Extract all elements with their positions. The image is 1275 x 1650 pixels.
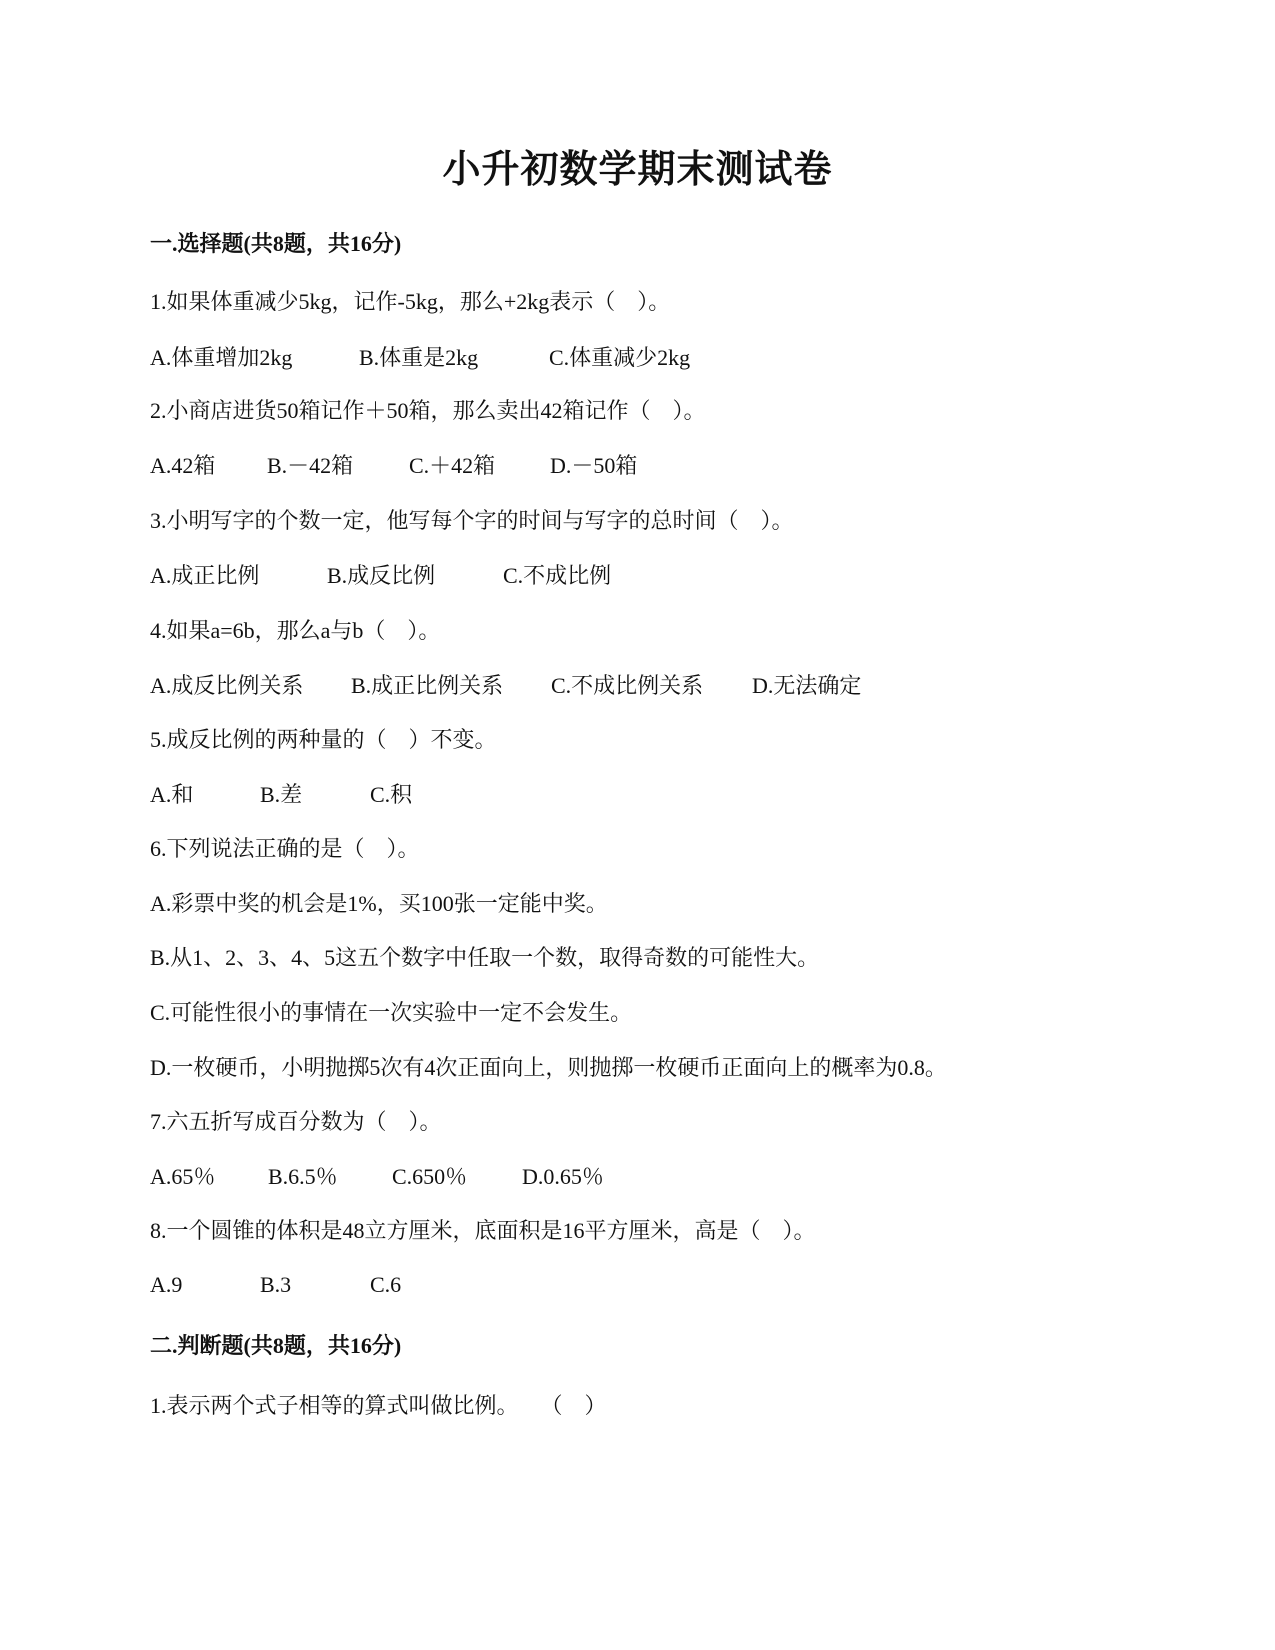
option-a: A.42箱 [150,453,216,478]
option-a: A.成反比例关系 [150,673,304,698]
question-6-option-c: C.可能性很小的事情在一次实验中一定不会发生。 [150,1000,633,1025]
question-6-option-d: D.一枚硬币，小明抛掷5次有4次正面向上，则抛掷一枚硬币正面向上的概率为0.8。 [150,1055,947,1080]
option-b: B.成正比例关系 [351,673,504,698]
question-4-stem: 4.如果a=6b，那么a与b（ ）。 [150,618,441,643]
option-c: C.＋42箱 [409,453,496,478]
option-b: B.－42箱 [267,453,354,478]
question-1-stem: 1.如果体重减少5kg，记作-5kg，那么+2kg表示（ ）。 [150,289,671,314]
question-6-option-a: A.彩票中奖的机会是1%，买100张一定能中奖。 [150,891,608,916]
option-d: D.0.65％ [522,1164,604,1189]
option-c: C.体重减少2kg [549,345,691,370]
option-c: C.不成比例 [503,563,612,588]
question-8-stem: 8.一个圆锥的体积是48立方厘米，底面积是16平方厘米，高是（ ）。 [150,1218,816,1243]
option-b: B.6.5％ [268,1164,338,1189]
option-b: B.成反比例 [327,563,436,588]
option-d: D.－50箱 [550,453,638,478]
option-a: A.成正比例 [150,563,260,588]
option-c: C.不成比例关系 [551,673,704,698]
question-3-stem: 3.小明写字的个数一定，他写每个字的时间与写字的总时间（ ）。 [150,508,794,533]
question-8-options [150,1270,401,1300]
question-2-stem: 2.小商店进货50箱记作＋50箱，那么卖出42箱记作（ ）。 [150,398,706,423]
question-3-options [150,561,611,591]
question-5-stem: 5.成反比例的两种量的（ ）不变。 [150,727,497,752]
option-a: A.和 [150,782,194,807]
option-c: C.6 [370,1272,402,1297]
question-7-stem: 7.六五折写成百分数为（ ）。 [150,1109,442,1134]
option-d: D.无法确定 [752,673,862,698]
option-a: A.体重增加2kg [150,345,293,370]
question-6-stem: 6.下列说法正确的是（ ）。 [150,836,420,861]
option-c: C.积 [370,782,413,807]
question-5-options [150,780,412,810]
question-2-options [150,451,637,481]
option-c: C.650％ [392,1164,468,1189]
option-b: B.体重是2kg [359,345,479,370]
option-a: A.9 [150,1272,183,1297]
tf-question-1-stem: 1.表示两个式子相等的算式叫做比例。 （ ） [150,1393,607,1418]
question-6-option-b: B.从1、2、3、4、5这五个数字中任取一个数，取得奇数的可能性大。 [150,945,820,970]
option-b: B.3 [260,1272,292,1297]
option-b: B.差 [260,782,303,807]
question-4-options [150,671,861,701]
question-1-options [150,343,690,373]
section-heading-choice: 一.选择题(共8题，共16分) [150,231,402,256]
page-title: 小升初数学期末测试卷 [442,149,833,191]
section-heading-true-false: 二.判断题(共8题，共16分) [150,1333,402,1358]
question-7-options [150,1162,604,1192]
option-a: A.65％ [150,1164,216,1189]
